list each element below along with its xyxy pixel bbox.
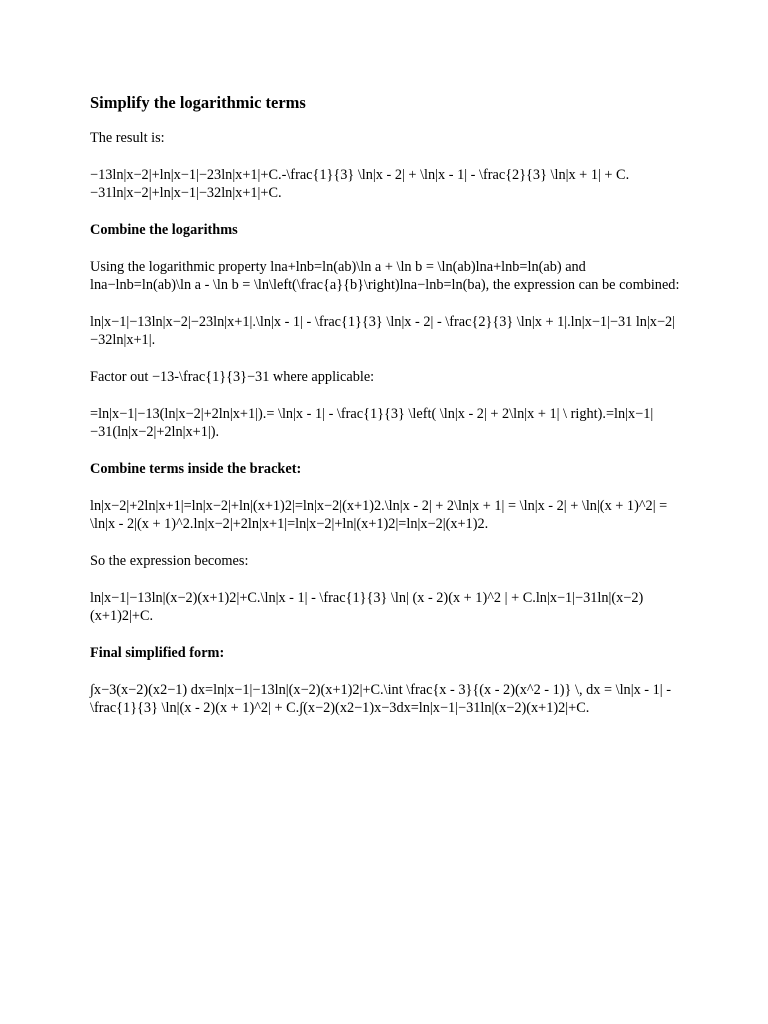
becomes-expression: ln|x−1|−13ln|(x−2)(x+1)2|+C.\ln|x - 1| - \frac{1}{3} \ln| (x - 2)(x + 1)^2 | + C.ln|x−1|−31ln|(x−2)(x+1)2|+C. bbox=[90, 590, 644, 624]
section-heading-final: Final simplified form: bbox=[90, 645, 225, 661]
property-paragraph: Using the logarithmic property lna+lnb=ln(ab)\ln a + \ln b = \ln(ab)lna+lnb=ln(ab) and lna−lnb=ln(ab)\ln a - \ln b = \ln\left(\frac{a}{b}\right)lna−lnb=ln(ba), the expression can be combined: bbox=[90, 259, 680, 293]
combined-expression: ln|x−1|−13ln|x−2|−23ln|x+1|.\ln|x - 1| - \frac{1}{3} \ln|x - 2| - \frac{2}{3} \ln|x + 1|.ln|x−1|−31 ln|x−2|−32ln|x+1|. bbox=[90, 314, 676, 348]
result-intro: The result is: bbox=[90, 130, 165, 146]
bracket-expression: ln|x−2|+2ln|x+1|=ln|x−2|+ln|(x+1)2|=ln|x−2|(x+1)2.\ln|x - 2| + 2\ln|x + 1| = \ln|x - 2| + \ln|(x + 1)^2| = \ln|x - 2|(x + 1)^2.ln|x−2|+2ln|x+1|=ln|x−2|+ln|(x+1)2|=ln|x−2|(x+1)2. bbox=[90, 498, 668, 532]
result-line-1: −13ln|x−2|+ln|x−1|−23ln|x+1|+C.-\frac{1}{3} \ln|x - 2| + \ln|x - 1| - \frac{2}{3} \ln|x + 1| + C. bbox=[90, 167, 630, 183]
document-title: Simplify the logarithmic terms bbox=[90, 93, 306, 112]
result-expression bbox=[90, 166, 680, 202]
factor-expression: =ln|x−1|−13(ln|x−2|+2ln|x+1|).= \ln|x - 1| - \frac{1}{3} \left( \ln|x - 2| + 2\ln|x + 1| \ right).=ln|x−1|−31(ln|x−2|+2ln|x+1|). bbox=[90, 406, 654, 440]
result-line-2: −31ln|x−2|+ln|x−1|−32ln|x+1|+C. bbox=[90, 185, 282, 201]
factor-paragraph: Factor out −13-\frac{1}{3}−31 where applicable: bbox=[90, 369, 375, 385]
section-heading-bracket: Combine terms inside the bracket: bbox=[90, 461, 302, 477]
document-page bbox=[90, 92, 680, 736]
final-expression: ∫x−3(x−2)(x2−1) dx=ln|x−1|−13ln|(x−2)(x+1)2|+C.\int \frac{x - 3}{(x - 2)(x^2 - 1)} \, dx = \ln|x - 1| - \frac{1}{3} \ln|(x - 2)(x + 1)^2| + C.∫(x−2)(x2−1)x−3dx=ln|x−1|−31ln|(x−2)(x+1)2|+C. bbox=[90, 682, 671, 716]
section-heading-combine: Combine the logarithms bbox=[90, 222, 238, 238]
becomes-paragraph: So the expression becomes: bbox=[90, 553, 249, 569]
